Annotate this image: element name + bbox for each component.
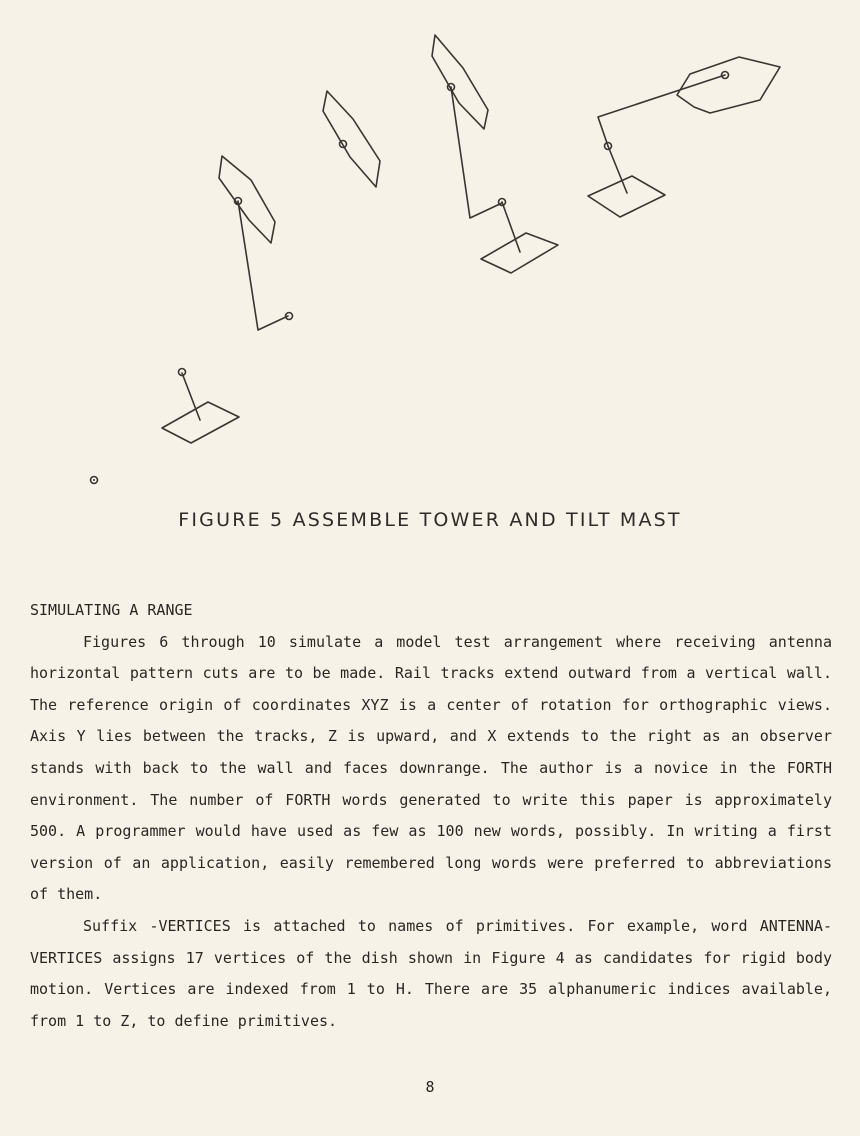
paragraph: Figures 6 through 10 simulate a model test arrangement where receiving antenna horizontal pattern cuts are to be made. Rail tracks extend outward from a vertical wall. The reference origin of coordinates XYZ is a center of rotation for orthographic views. Axis Y lies between the tracks, Z is upward, and X extends to the right as an observer stands with back to the wall and faces downrange. The author is a novice in the FORTH environment. The number of FORTH words generated to write this paper is approximately 500. A programmer would have used as few as 100 new words, possibly. In writing a first version of an application, easily remembered long words were preferred to abbreviations of them. <box>30 632 832 904</box>
antenna-dish <box>219 156 275 243</box>
tilt-mast <box>451 87 502 218</box>
figure-5-drawing <box>0 0 860 500</box>
stage-2-dish-mast <box>219 156 293 330</box>
section-heading: SIMULATING A RANGE <box>30 601 193 619</box>
base-plate <box>588 176 665 217</box>
antenna-dish <box>323 91 380 187</box>
page-number: 8 <box>425 1078 435 1096</box>
figure-caption: FIGURE 5 ASSEMBLE TOWER AND TILT MAST <box>178 509 682 531</box>
stage-4-assembly <box>432 35 558 273</box>
paragraph: Suffix -VERTICES is attached to names of primitives. For example, word ANTENNA-VERTICES assigns 17 vertices of the dish shown in Figure 4 as candidates for rigid body motion. Vertices are indexed from 1 to H. There are 35 alphanumeric indices available, from 1 to Z, to define primitives. <box>30 916 832 1030</box>
antenna-dish <box>432 35 488 129</box>
base-plate <box>481 233 558 273</box>
tilt-mast <box>598 75 725 146</box>
stage-5-assembly <box>588 57 780 217</box>
stage-3-dish <box>323 91 380 187</box>
body-text <box>30 595 832 1037</box>
origin-marker <box>91 477 98 484</box>
base-plate <box>162 402 239 443</box>
tilt-mast <box>238 201 288 330</box>
tower-mast <box>182 373 200 420</box>
stage-1-base-tower <box>162 369 239 444</box>
